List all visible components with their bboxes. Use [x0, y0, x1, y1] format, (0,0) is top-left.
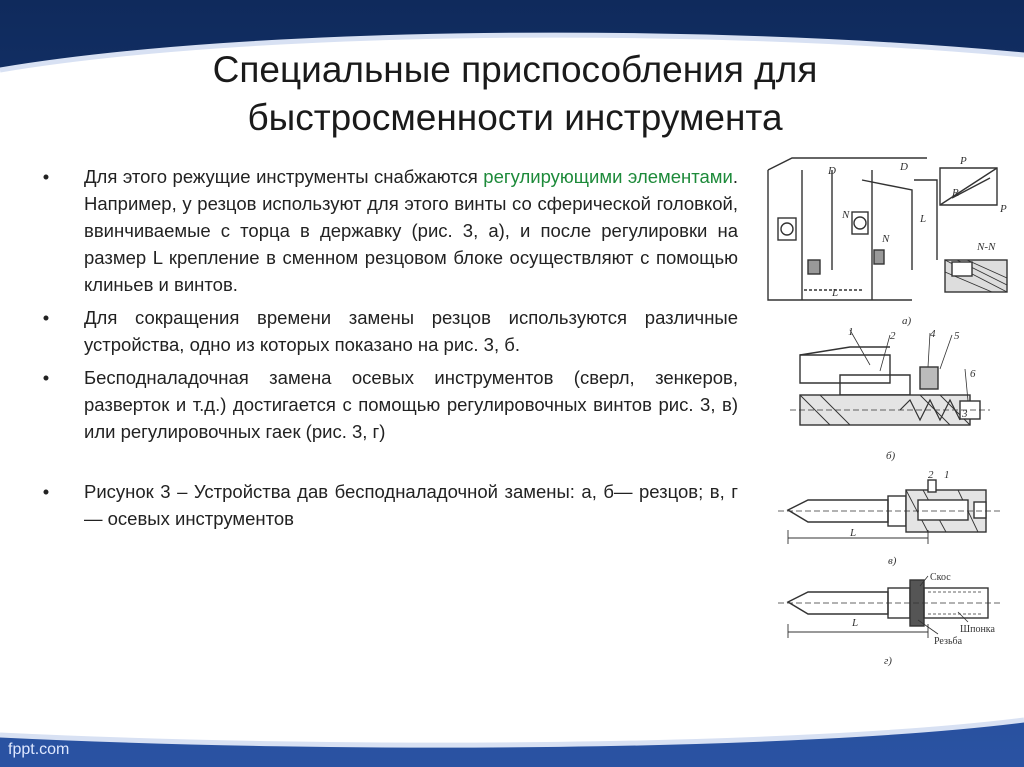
bullet-symbol: • [42, 166, 50, 187]
bullet-1-text-after: . Например, у резцов используют для этого винты со сферической головкой, ввинчиваемые с торца в державку (рис. 3, а), и после регулировки на размер L крепление в сменном резцовом блоке осуществляют с помощью клиньев и винтов. [84, 166, 738, 295]
label-n1: N [842, 209, 850, 221]
caption-b: б) [886, 450, 896, 462]
bullet-item-4 [36, 478, 738, 532]
label-l1: L [832, 287, 839, 299]
bullet-4-text: Рисунок 3 – Устройства дав бесподналадочной замены: а, б— резцов; в, г — осевых инструментов [84, 481, 738, 529]
title-line-2: быстросменности инструмента [247, 97, 783, 138]
caption-g: г) [884, 655, 892, 667]
label-nn: N-N [977, 241, 996, 253]
figure-3a-cutter-holder [762, 150, 1020, 330]
label-rezba: Резьба [934, 636, 963, 647]
label-vl: L [850, 527, 857, 539]
slide-title [90, 46, 940, 142]
bullet-symbol: • [42, 481, 50, 502]
label-b2: 2 [890, 330, 896, 342]
label-d1: D [828, 165, 836, 177]
bullet-list [36, 163, 738, 538]
bullet-3-text: Бесподналадочная замена осевых инструментов (сверл, зенкеров, разверток и т.д.) достигается с помощью регулировочных винтов рис. 3, в) или регулировочных гаек (рис. 3, г) [84, 367, 738, 442]
label-d2: D [900, 161, 908, 173]
label-b5: 5 [954, 330, 960, 342]
caption-v: в) [888, 555, 897, 567]
caption-a: а) [902, 315, 912, 327]
bullet-symbol: • [42, 307, 50, 328]
label-v1: 1 [944, 470, 950, 481]
bullet-item-2 [36, 304, 738, 358]
label-b4: 4 [930, 328, 936, 340]
figure-3g-axial-tool-nuts [778, 570, 1014, 670]
label-l: L [920, 213, 927, 225]
bullet-1-highlight: регулирующими элементами [483, 166, 733, 187]
bullet-1-text-before: Для этого режущие инструменты снабжаются [84, 166, 484, 187]
label-p1: P [960, 155, 967, 167]
figure-3v-axial-tool-screws [778, 470, 1008, 570]
label-shponka: Шпонка [960, 624, 995, 635]
label-p2: P [1000, 203, 1007, 215]
label-skos: Скос [930, 572, 951, 583]
label-gl: L [852, 617, 859, 629]
figure-3b-cutter-device [790, 325, 1012, 465]
label-b1: 1 [848, 326, 854, 338]
bullet-item-1 [36, 163, 738, 298]
bullet-item-3 [36, 364, 738, 445]
footer-brand: fppt.com [8, 741, 70, 758]
label-b3: 3 [962, 408, 968, 420]
bullet-symbol: • [42, 367, 50, 388]
bullet-2-text: Для сокращения времени замены резцов используются различные устройства, одно из которых показано на рис. 3, б. [84, 307, 738, 355]
label-r: R [952, 187, 959, 199]
label-n2: N [882, 233, 890, 245]
label-v2: 2 [928, 470, 934, 481]
title-line-1: Специальные приспособления для [212, 49, 818, 90]
label-b6: 6 [970, 368, 976, 380]
